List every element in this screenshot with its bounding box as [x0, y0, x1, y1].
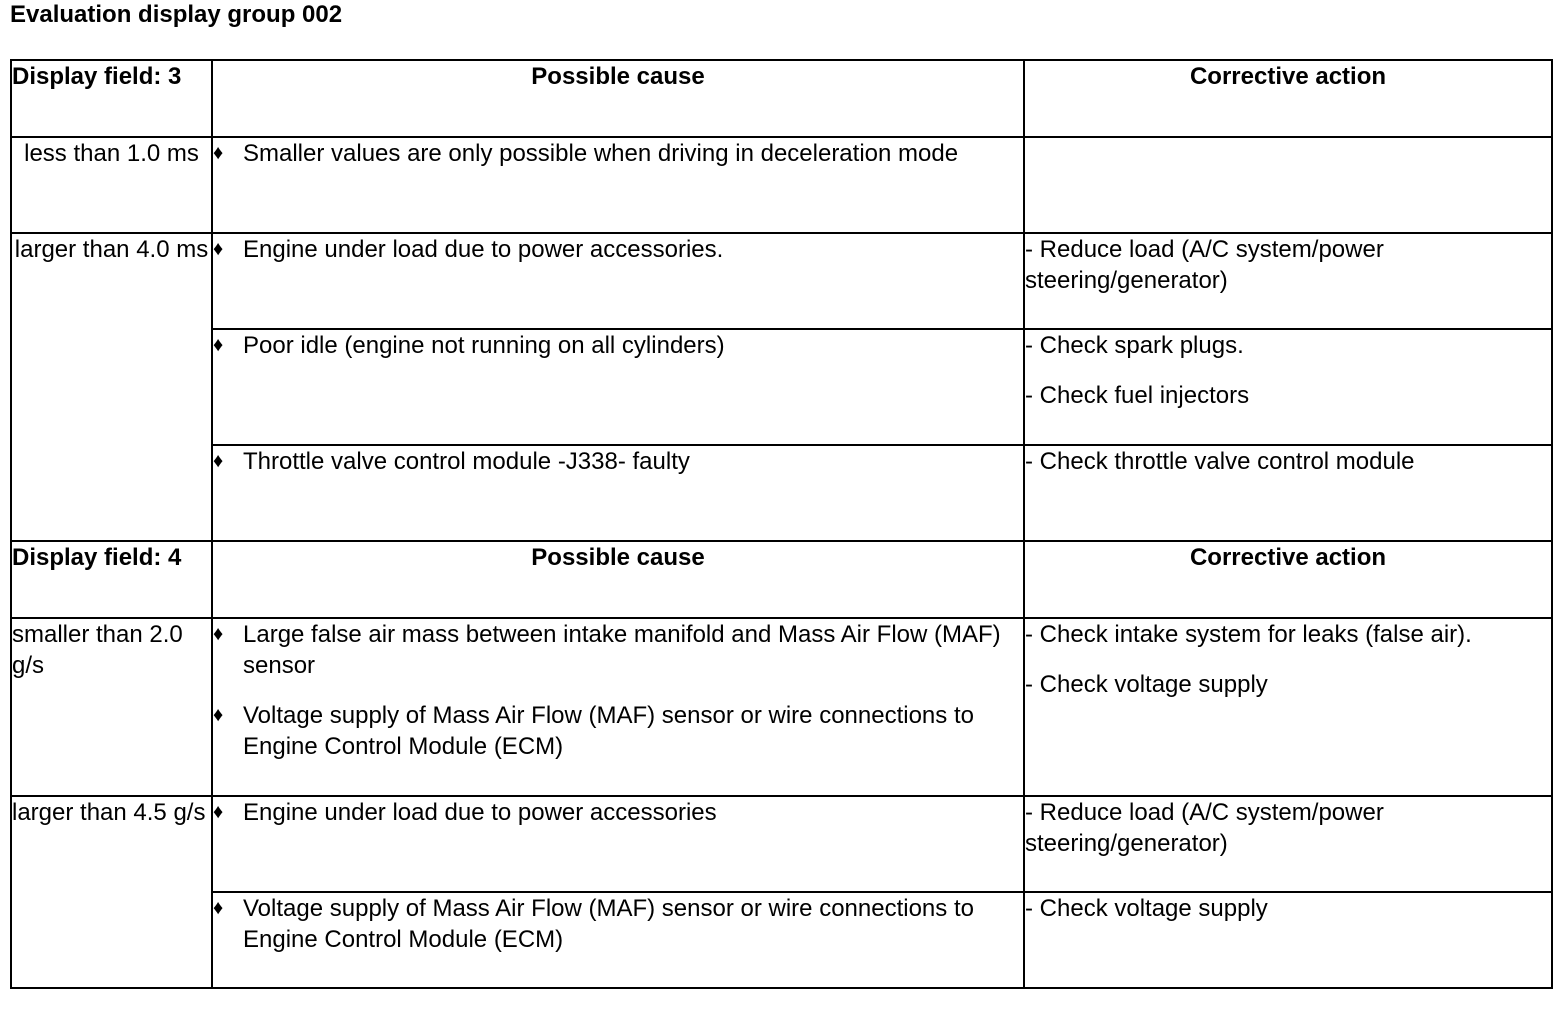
cause-item	[213, 234, 1023, 265]
display-field-header: Display field: 3	[11, 60, 212, 137]
diamond-bullet-icon: ♦	[213, 450, 224, 472]
action-cell	[1024, 796, 1552, 892]
cause-cell	[212, 137, 1024, 233]
corrective-action-header: Corrective action	[1024, 541, 1552, 618]
diamond-bullet-icon: ♦	[213, 238, 224, 260]
cause-text: Smaller values are only possible when driving in deceleration mode	[243, 140, 959, 167]
table-row	[11, 329, 1552, 445]
diamond-bullet-icon: ♦	[213, 623, 224, 645]
table-row	[11, 137, 1552, 233]
corrective-action-header: Corrective action	[1024, 60, 1552, 137]
condition-cell: smaller than 2.0 g/s	[11, 618, 212, 796]
cause-item	[213, 138, 1023, 169]
table-row	[11, 892, 1552, 988]
action-cell	[1024, 137, 1552, 233]
condition-cell: larger than 4.5 g/s	[11, 796, 212, 988]
action-text: - Reduce load (A/C system/power steering/generator)	[1025, 236, 1384, 294]
table-row	[11, 445, 1552, 541]
cause-cell	[212, 796, 1024, 892]
table-row	[11, 233, 1552, 329]
action-cell	[1024, 445, 1552, 541]
cause-text: Voltage supply of Mass Air Flow (MAF) sensor or wire connections to Engine Control Module (ECM)	[243, 702, 974, 760]
evaluation-table	[10, 59, 1553, 989]
display-field-header: Display field: 4	[11, 541, 212, 618]
possible-cause-header: Possible cause	[212, 541, 1024, 618]
cause-text: Poor idle (engine not running on all cylinders)	[243, 332, 725, 359]
diamond-bullet-icon: ♦	[213, 897, 224, 919]
action-text: - Check fuel injectors	[1025, 382, 1250, 409]
diamond-bullet-icon: ♦	[213, 704, 224, 726]
action-cell	[1024, 233, 1552, 329]
action-text: - Reduce load (A/C system/power steering/generator)	[1025, 799, 1384, 857]
action-cell	[1024, 329, 1552, 445]
cause-cell	[212, 892, 1024, 988]
action-text: - Check throttle valve control module	[1025, 448, 1415, 475]
cause-text: Engine under load due to power accessories.	[243, 236, 724, 263]
action-text: - Check spark plugs.	[1025, 332, 1244, 359]
cause-item	[213, 619, 1023, 681]
cause-cell	[212, 445, 1024, 541]
action-cell	[1024, 892, 1552, 988]
table-row	[11, 796, 1552, 892]
action-cell	[1024, 618, 1552, 796]
cause-text: Throttle valve control module -J338- faulty	[243, 448, 690, 475]
possible-cause-header: Possible cause	[212, 60, 1024, 137]
diamond-bullet-icon: ♦	[213, 334, 224, 356]
cause-text: Voltage supply of Mass Air Flow (MAF) sensor or wire connections to Engine Control Module (ECM)	[243, 895, 974, 953]
table-header-row	[11, 60, 1552, 137]
cause-text: Engine under load due to power accessories	[243, 799, 717, 826]
page-title: Evaluation display group 002	[10, 1, 343, 28]
diamond-bullet-icon: ♦	[213, 142, 224, 164]
cause-item	[213, 330, 1023, 361]
cause-cell	[212, 233, 1024, 329]
cause-item	[213, 700, 1023, 762]
diamond-bullet-icon: ♦	[213, 801, 224, 823]
condition-cell: larger than 4.0 ms	[11, 233, 212, 541]
condition-cell: less than 1.0 ms	[11, 137, 212, 233]
cause-cell	[212, 329, 1024, 445]
action-text: - Check voltage supply	[1025, 895, 1268, 922]
cause-item	[213, 797, 1023, 828]
action-text: - Check intake system for leaks (false air).	[1025, 621, 1472, 648]
cause-item	[213, 446, 1023, 477]
cause-cell	[212, 618, 1024, 796]
cause-text: Large false air mass between intake manifold and Mass Air Flow (MAF) sensor	[243, 621, 1001, 679]
cause-item	[213, 893, 1023, 955]
table-row	[11, 618, 1552, 796]
action-text: - Check voltage supply	[1025, 671, 1268, 698]
table-header-row	[11, 541, 1552, 618]
